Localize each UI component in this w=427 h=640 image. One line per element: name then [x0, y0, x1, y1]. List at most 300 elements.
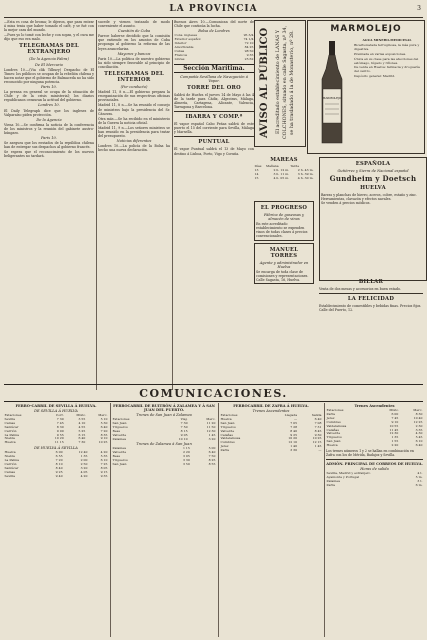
- table-cell: 9 05: [180, 432, 188, 437]
- table-cell: 8 40: [290, 428, 298, 433]
- section-title: COMUNICACIONES.: [139, 387, 288, 400]
- table-cell: 1 35: [391, 435, 399, 440]
- table-cell: 5 m.: [415, 474, 423, 479]
- table-cell: 11 15: [54, 440, 64, 445]
- timetable-note: Los trenes números 1 y 2 se hallan en combinación en Zafra con los de Mérida, Badajoz y Sevilla.: [326, 449, 414, 458]
- table-cell: 9 55: [56, 432, 64, 437]
- bottle-label: MARMOLEJO: [322, 96, 342, 100]
- column-divider: [172, 20, 173, 390]
- dispatch-place: Paris 10.: [41, 85, 57, 90]
- table-cell: 25 62: [244, 56, 254, 61]
- table-cell: 10 10: [178, 436, 188, 441]
- column-1: [4, 20, 94, 390]
- table-cell: 8 30: [56, 424, 64, 429]
- dispatch-text: Madrid 11, 9 n.—Los señores ministros se han reunido en la presidencia para tratar del presupuesto.: [98, 125, 170, 139]
- column-4: [254, 199, 314, 389]
- rule: [174, 111, 254, 112]
- table-cell: 98 50: [244, 48, 254, 53]
- table-cell: Valdelamusa: [326, 423, 347, 428]
- timetable-subheading: DE SEVILLA Á HUELVA: [34, 409, 78, 413]
- tides-grid: [254, 165, 314, 181]
- table-cell: Sevilla: [4, 416, 16, 421]
- table-cell: Beas: [112, 454, 121, 459]
- advert-line: De venta en Huelva: farmacia y droguería del centro.: [354, 65, 420, 74]
- paragraph: sucede y vienen tratando de modo conveniente el asunto.: [98, 20, 170, 29]
- table-cell: 8 45: [314, 428, 322, 433]
- table-cell: Camas: [4, 469, 16, 474]
- table-cell: 7 30: [56, 416, 64, 421]
- table-cell: —: [318, 448, 322, 453]
- table-cell: Huelva: [4, 440, 16, 445]
- advert-subheading: Gutiérrez y Sierra de Nacional español: [337, 169, 409, 173]
- section-subheading: (De la Agencia Fabra): [29, 57, 69, 62]
- table-cell: 9 10: [100, 436, 108, 441]
- mail-row: [326, 484, 423, 488]
- table-cell: 1 15: [182, 446, 190, 451]
- table-cell: 5 30: [100, 420, 108, 425]
- table-cell: 7 08: [314, 420, 322, 425]
- table-cell: 9 15: [100, 469, 108, 474]
- timetable: [112, 447, 216, 467]
- table-cell: 7 31: [314, 424, 322, 429]
- advert-line: Premiada en varias exposiciones.: [354, 51, 407, 56]
- buitron-railway-timetable: [112, 403, 216, 637]
- timetable-subheading: DE HUELVA Á SEVILLA: [34, 446, 78, 451]
- table-cell: 7 45: [56, 420, 64, 425]
- table-cell: 4 30: [415, 431, 423, 436]
- table-cell: 5 25: [78, 428, 86, 433]
- section-heading: MAREAS: [270, 157, 298, 163]
- table-cell: 2 30: [415, 423, 423, 428]
- table-cell: Huelva: [326, 443, 338, 448]
- advert-city: HUELVA: [360, 185, 386, 192]
- sevilla-railway-timetable: [4, 403, 108, 637]
- table-cell: Calañas: [326, 427, 339, 432]
- dispatch-text: Madrid 11, 8 n.—El gobierno prepara la reorganización de sus respectivas oficinas provinciales.: [98, 90, 170, 103]
- table-cell: Valverde: [220, 428, 235, 433]
- rule: [319, 293, 423, 294]
- table-cell: Huelva: [4, 450, 16, 455]
- table-cell: 1 55: [391, 439, 399, 444]
- dispatch-text: Londres 10.—(Via clik Tilbury) Despacho de El Times: los públicos se ocupan de la rebelión chilena y hacen notar que el gobierno de Balmaceda no ha sido reconocido por ninguna potencia.: [4, 67, 94, 84]
- table-cell: 7 28: [290, 424, 298, 429]
- advert-box: [254, 243, 314, 284]
- column-header: Viaj.: [180, 417, 188, 421]
- table-cell: Exterior español: [174, 37, 201, 42]
- advert-line: Bicarbonatada ferruginosa, la más pura y digestiva.: [354, 42, 420, 51]
- table-cell: Zalamea: [112, 436, 126, 441]
- table-cell: 3 30: [182, 458, 190, 463]
- table-cell: 10 55: [389, 423, 399, 428]
- dispatch-text: Se asegura que los enviados de la república chilena han de entregar sus despachos al gobierno francés.: [4, 141, 94, 150]
- table-cell: Zafra: [326, 482, 335, 487]
- table-cell: 8 30: [415, 411, 423, 416]
- dispatch-place: Paris 10.: [41, 136, 57, 141]
- column-header: Corr.: [55, 413, 64, 417]
- aviso-advert: [254, 20, 306, 147]
- table-cell: 6 55: [55, 454, 63, 459]
- billiards-advert: [319, 277, 423, 337]
- table-cell: 5 35: [100, 454, 108, 459]
- table-cell: Huelva: [220, 416, 232, 421]
- column-header: Estaciones: [220, 413, 238, 417]
- table-cell: Zalamea: [326, 478, 340, 483]
- table-cell: Sevilla: [4, 473, 16, 478]
- table-cell: 11 50: [206, 424, 216, 429]
- column-header: Merc.: [413, 408, 423, 412]
- table-cell: Cumbres: [326, 419, 341, 424]
- newspaper-page: [4, 3, 423, 637]
- table-cell: 8 25: [208, 458, 216, 463]
- table-cell: 6 40: [78, 436, 86, 441]
- column-header: Mañana: [265, 164, 279, 168]
- hardware-advert: [319, 157, 427, 281]
- table-cell: 6 00: [391, 411, 399, 416]
- table-cell: 9 35: [100, 473, 108, 478]
- table-cell: 6 m.: [415, 482, 423, 487]
- table-cell: 7 50: [180, 424, 188, 429]
- timetable: [326, 409, 423, 448]
- bottle-illustration: [316, 39, 348, 147]
- zafra-railway-timetable: [220, 403, 322, 637]
- table-cell: Trigueros: [112, 424, 128, 429]
- table-cell: 3 50: [182, 462, 190, 467]
- table-cell: 5 00: [208, 446, 216, 451]
- table-cell: 1 45: [314, 444, 322, 449]
- column-header: Merc.: [98, 413, 108, 417]
- table-cell: 7 45: [391, 415, 399, 420]
- table-cell: 3 h. 39 m.: [297, 171, 314, 176]
- table-cell: 3 h. 11 m.: [273, 171, 290, 176]
- timetable-subheading: Horas de salida: [360, 467, 389, 472]
- timetable-row: [4, 475, 108, 479]
- dispatch-text: Madrid 11, 8 n.—Se ha reunido el consejo de ministros bajo la presidencia del Sr. Cánovas.: [98, 103, 170, 116]
- paragraph: Londres 10.—La policía de la Bolsa ha hecho una nueva declaración.: [98, 144, 170, 153]
- table-cell: 4 05: [80, 469, 88, 474]
- table-cell: 3 55: [78, 416, 86, 421]
- table-cell: 4 h. 05 m.: [273, 175, 290, 180]
- advert-subheading: Agente y administrador en Huelva: [259, 260, 309, 269]
- column-3: [174, 20, 254, 390]
- column-divider: [324, 403, 325, 637]
- table-cell: Valdelamusa: [220, 436, 241, 441]
- table-cell: Cons. ingleses: [174, 33, 198, 38]
- table-cell: Sanlúcar: [4, 465, 19, 470]
- table-cell: 6 40: [100, 424, 108, 429]
- timetable: [4, 451, 108, 478]
- table-cell: 11 45: [389, 427, 399, 432]
- table-cell: 3 35: [415, 427, 423, 432]
- advert-line: Depósito general: Madrid.: [354, 74, 396, 79]
- communications-banner: [4, 384, 423, 402]
- table-cell: 8 05: [100, 465, 108, 470]
- table-cell: 95 3/4: [243, 33, 254, 38]
- timetable-subheading: Trenes de San Juan á Zalamea: [136, 413, 192, 417]
- paragraph: Saldrá de Huelva el jueves 14 de Mayo á las 4 de la tarde para Cádiz, Algeciras, Málaga, Almería, Cartagena, Alicante, Valencia, Tarragona y Barcelona.: [174, 92, 254, 110]
- column-header: Mixto: [76, 413, 86, 417]
- table-cell: 4 10: [78, 420, 86, 425]
- paragraph: Se espera que el reconocimiento de los nuevos beligerantes no tardará.: [4, 150, 94, 159]
- table-cell: 10 40: [413, 415, 423, 420]
- paragraph: El vapor Puntual saldrá el 13 de Mayo con destino á Lisboa, Porto, Vigo y Coruña.: [174, 147, 254, 156]
- table-cell: 7 30: [78, 440, 86, 445]
- column-header: Días: [254, 164, 262, 168]
- table-cell: 9 30: [314, 432, 322, 437]
- table-cell: Trigueros: [112, 458, 128, 463]
- table-cell: Zalamea: [112, 446, 126, 451]
- timetable-row: [220, 449, 322, 453]
- aviso-heading: AVISO AL PÚBLICO: [259, 27, 270, 138]
- column-divider: [110, 403, 111, 637]
- newspaper-title: LA PROVINCIA: [169, 4, 258, 14]
- section-subheading: Bolsa de Londres: [198, 29, 230, 34]
- masthead: [4, 3, 423, 18]
- column-header: Merc.: [206, 417, 216, 421]
- timetable-row: [326, 444, 423, 448]
- advert-line: Barras y planchas de hierro, aceros, cobre, estaño y zinc.: [321, 193, 418, 198]
- timetable-heading: ADMÓN. PRINCIPAL DE CORREOS DE HUELVA.: [326, 462, 423, 467]
- timetable: [4, 414, 108, 445]
- section-subheading: Noticias diferentes: [116, 139, 152, 144]
- table-cell: 4 55: [78, 424, 86, 429]
- table-cell: 7 20: [100, 428, 108, 433]
- table-cell: 5 45: [415, 435, 423, 440]
- aviso-text: El acreditado establecimiento de LANAS Y COLCHONES, situado en calle Sagasta, nº 34, se ha trasladado á la de Monasterio, nº 28.: [276, 25, 295, 140]
- dispatch-text: La prensa en general se ocupa de la situación de Chile y de la crisis ministerial; los diarios republicanos censuran la actitud del gobierno.: [4, 90, 94, 103]
- table-cell: 7 05: [290, 420, 298, 425]
- table-cell: 14: [254, 171, 259, 176]
- table-cell: 7 50: [208, 454, 216, 459]
- descending-trains-timetable: [326, 403, 423, 637]
- table-cell: San Juan: [112, 420, 127, 425]
- table-cell: Jerez: [220, 444, 229, 449]
- timetable: [220, 414, 322, 453]
- table-cell: 9 10: [391, 419, 399, 424]
- table-cell: 1 35: [80, 454, 88, 459]
- table-cell: 8 55: [208, 462, 216, 467]
- table-cell: 6 40: [314, 416, 322, 421]
- column-header: Salida: [311, 413, 322, 417]
- paragraph: Buenos Aires 10.—Comunican del norte de Chile que continúa la lucha.: [174, 20, 254, 29]
- table-cell: Trigueros: [326, 435, 342, 440]
- advert-text: Se encarga de toda clase de comisiones y representaciones. Calle Sagasta, 16, Huelva.: [256, 269, 309, 282]
- advert-text: Establecimiento de comestibles y bebidas finas. Precios fijos. Calle del Puerto, 12.: [319, 304, 422, 313]
- table-cell: San Juan: [112, 462, 127, 467]
- dispatch-place: De El Mercurio: [35, 62, 63, 67]
- table-cell: 1 45: [208, 432, 216, 437]
- table-cell: Cumbres: [220, 440, 235, 445]
- table-cell: 6 15: [78, 432, 86, 437]
- table-cell: Amortizable: [174, 45, 194, 49]
- table-cell: 12 15: [312, 440, 322, 445]
- paragraph: —Pues yo lo tomé con leche y con sopas, y el cura me dijo que eso era malo.: [4, 33, 94, 42]
- table-cell: 1 40: [290, 444, 298, 449]
- table-cell: Valverde: [112, 450, 127, 455]
- table-cell: 4 h. 30 m.: [297, 175, 314, 180]
- timetable-subheading: Trenes de Zalamea á San Juan: [136, 442, 192, 447]
- table-cell: 10 20: [288, 436, 298, 441]
- advert-heading: ESPAÑOLA: [355, 161, 391, 167]
- ship-name: IBARRA Y COMP.ª: [185, 114, 243, 121]
- table-cell: 13: [254, 167, 259, 172]
- timetable-row: [112, 463, 216, 467]
- table-cell: 3 05: [182, 454, 190, 459]
- timetable-heading: FERRO-CARRIL DE SEVILLA Á HUELVA.: [15, 404, 97, 408]
- table-cell: 9 25: [290, 432, 298, 437]
- column-header: Llegada: [284, 413, 298, 417]
- table-cell: 84 25: [244, 45, 254, 49]
- timetable-heading: Trenes Ascendentes: [354, 404, 395, 408]
- rule: [326, 459, 423, 460]
- column-divider: [218, 403, 219, 637]
- table-cell: 2 20: [182, 450, 190, 455]
- column-header: Estaciones: [112, 417, 130, 421]
- tides-table: [254, 155, 314, 195]
- table-cell: Cubas: [174, 48, 185, 53]
- advert-text: [354, 39, 420, 149]
- table-cell: 15: [254, 175, 259, 180]
- table-cell: 3 20: [80, 465, 88, 470]
- column-divider: [96, 20, 97, 390]
- section-subheading: (Por conducto): [120, 85, 148, 90]
- table-cell: Carrión: [4, 461, 17, 466]
- table-cell: 6 00: [55, 450, 63, 455]
- timetable-subheading: Trenes Ascendentes: [252, 409, 290, 413]
- advert-heading: EL PROGRESO: [260, 205, 308, 211]
- table-cell: Zafra: [220, 448, 229, 453]
- table-cell: 12 40: [78, 450, 88, 455]
- advert-text: En este acreditado establecimiento se expenden vinos de todas clases á precios convencionales.: [256, 222, 308, 239]
- column-header: Mixto: [389, 408, 399, 412]
- advert-heading: MANUEL TORRES: [269, 246, 299, 259]
- table-cell: 8 10: [55, 461, 63, 466]
- table-cell: Niebla: [4, 454, 15, 459]
- table-cell: 4 20: [100, 450, 108, 455]
- table-cell: 9 00: [56, 428, 64, 433]
- table-cell: 7 20: [55, 458, 63, 463]
- table-cell: 4 t.: [417, 471, 423, 476]
- table-cell: 8 35: [100, 432, 108, 437]
- dispatch-text: Viena 10.—Se confirma la noticia de la conferencia de los ministros y la reunión del gabinete austro-húngaro.: [4, 122, 94, 135]
- advert-heading: LA FELICIDAD: [347, 296, 395, 303]
- dispatch-place: Londres 10.: [38, 103, 60, 108]
- timetable-heading: FERROCARRIL DE ZAFRA Á HUELVA.: [233, 404, 309, 408]
- table-cell: San Juan: [326, 439, 341, 444]
- advert-line: AGUA MINERO-MEDICINAL: [362, 39, 412, 42]
- advert-subheading: Fábrica de gaseosas y almacén de vinos: [263, 213, 304, 222]
- table-cell: 3 20: [208, 436, 216, 441]
- table-cell: 6 40: [208, 450, 216, 455]
- table-cell: 72 10: [244, 41, 254, 46]
- section-heading: Sección Marítima.: [174, 64, 254, 73]
- paragraph: Paris 10.—La politica de nuestro gobierno ha sido siempre favorable al principio de conciliación.: [98, 56, 170, 69]
- table-cell: 3 t.: [417, 478, 423, 483]
- table-cell: 7 25: [100, 461, 108, 466]
- table-cell: Sevilla, Madrid y extranjero: [326, 471, 371, 476]
- table-cell: Beas: [112, 428, 121, 433]
- table-cell: 8 40: [55, 465, 63, 470]
- timetable: [112, 418, 216, 441]
- table-cell: Carrión: [4, 428, 17, 433]
- timetable-row: [112, 438, 216, 442]
- timetable-heading: FERROCARRIL DE BUITRÓN Á ZALAMEA Y Á SAN JUAN DEL PUERTO.: [113, 404, 215, 412]
- market-row: [174, 58, 254, 62]
- section-subheading: Cuestión de Cuba: [117, 29, 151, 34]
- paragraph: —Esta es cosa de broma; le dijeron, que para entrar á misa tenia que haber tomado el café, y se fué con la mejor cara del mundo.: [4, 20, 94, 33]
- table-cell: Calañas: [220, 432, 233, 437]
- section-subheading: Mayores y bancos: [117, 51, 151, 56]
- table-cell: —: [294, 416, 298, 421]
- page-number: 3: [417, 5, 421, 12]
- tide-row: [254, 177, 314, 181]
- table-cell: 2 50: [80, 461, 88, 466]
- table-cell: 2 h. 43 m.: [297, 167, 314, 172]
- rule: [174, 136, 254, 137]
- advert-line: Se venden á precios módicos.: [321, 201, 371, 206]
- table-cell: Camas: [4, 420, 16, 425]
- table-cell: 9 25: [55, 469, 63, 474]
- paragraph: El vapor español Cabo Peñas saldrá de este puerto el 15 del corriente para Sevilla, Málaga y Marsella.: [174, 122, 254, 135]
- dispatch-text: Otra más.—Se ha recibido en el ministerio de la Guerra la noticia oficial.: [98, 116, 170, 125]
- ship-name: TORRE DEL ORO: [187, 84, 241, 91]
- table-cell: 2 h. 12 m.: [273, 167, 290, 172]
- table-cell: 74 1/4: [243, 37, 254, 42]
- table-cell: Interior: [174, 41, 187, 46]
- table-cell: Niebla: [4, 436, 15, 441]
- table-cell: 3 30: [290, 448, 298, 453]
- company-name: Compañía Sevillana de Navegación á Vapor.: [180, 74, 248, 83]
- table-cell: Trigueros: [220, 424, 236, 429]
- timetable-row: [4, 441, 108, 445]
- column-2: [98, 20, 170, 390]
- advert-box: [254, 201, 314, 241]
- table-cell: Francos: [174, 52, 188, 57]
- section-heading: TELEGRAMAS DEL INTERIOR: [104, 71, 164, 84]
- column-header: Estaciones: [326, 408, 344, 412]
- table-cell: Ayamonte y Portugal: [326, 474, 360, 479]
- table-cell: Libras: [174, 56, 185, 61]
- advert-text: Venta de dos mesas y accesorios en buen estado.: [319, 287, 401, 291]
- table-cell: 7 30: [180, 420, 188, 425]
- table-cell: Sanlúcar: [4, 424, 19, 429]
- table-cell: La Palma: [4, 458, 19, 463]
- advert-name: Gundheim y Doetsch: [329, 174, 417, 184]
- section-heading: TELEGRAMAS DEL EXTRANJERO: [19, 43, 79, 56]
- advert-heading: BILLAR: [358, 279, 384, 285]
- table-cell: Valverde: [112, 432, 127, 437]
- paragraph: Parece haberse decidido que la comisión que entiende en los asuntos de Cuba proponga al gobierno la reforma de las leyes arancelarias.: [98, 34, 170, 51]
- column-header: Tarde: [290, 164, 300, 168]
- table-cell: 12 30: [389, 431, 399, 436]
- table-cell: 8 15: [180, 428, 188, 433]
- table-cell: San Juan: [220, 420, 235, 425]
- table-cell: 9 40: [55, 473, 63, 478]
- advert-title: MARMOLEJO: [330, 24, 402, 34]
- market-table: [174, 34, 254, 61]
- dispatch-place: De la Agencia: [36, 117, 62, 122]
- table-cell: 12 25: [413, 419, 423, 424]
- table-cell: 6 40: [415, 443, 423, 448]
- marmolejo-advert: [307, 20, 425, 154]
- table-cell: 12 10: [288, 440, 298, 445]
- table-cell: 2 20: [391, 443, 399, 448]
- table-cell: 12 30: [206, 428, 216, 433]
- table-cell: 10 20: [54, 436, 64, 441]
- table-cell: 9 35: [246, 52, 254, 57]
- advert-line: Herramientas, clavazón y efectos navales.: [321, 197, 392, 202]
- table-cell: 6 10: [415, 439, 423, 444]
- table-cell: Jerez: [326, 415, 335, 420]
